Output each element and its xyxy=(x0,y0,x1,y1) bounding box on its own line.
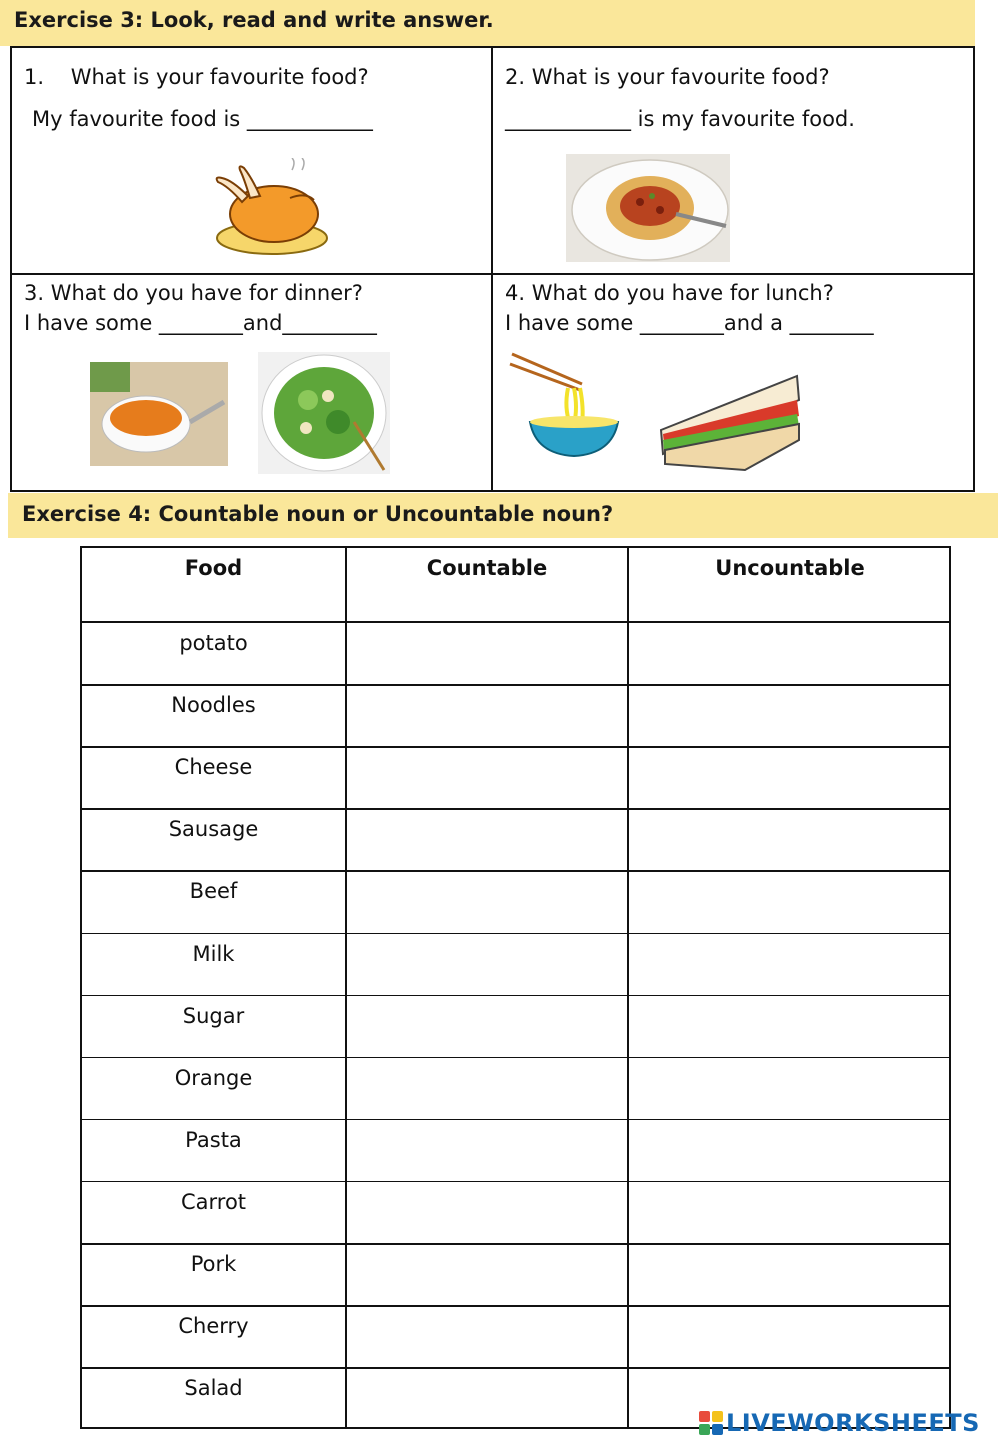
food-cell: Orange xyxy=(174,1065,253,1090)
uncountable-answer-cell[interactable] xyxy=(629,1306,951,1366)
food-cell: Noodles xyxy=(171,693,256,718)
countable-answer-cell[interactable] xyxy=(347,623,627,683)
uncountable-answer-cell[interactable] xyxy=(629,747,951,807)
uncountable-answer-cell[interactable] xyxy=(629,996,951,1056)
q2-answer-line: ____________ is my favourite food. xyxy=(505,107,855,131)
countable-answer-cell[interactable] xyxy=(347,809,627,869)
q4-question: 4. What do you have for lunch? xyxy=(505,281,834,305)
uncountable-answer-cell[interactable] xyxy=(629,1120,951,1180)
uncountable-answer-cell[interactable] xyxy=(629,1244,951,1304)
uncountable-answer-cell[interactable] xyxy=(629,809,951,869)
q3-question: 3. What do you have for dinner? xyxy=(24,281,363,305)
grid-divider-horizontal xyxy=(12,273,973,275)
food-cell: Milk xyxy=(192,941,235,966)
countable-answer-cell[interactable] xyxy=(347,685,627,745)
food-cell: Cherry xyxy=(178,1314,249,1339)
watermark-text: LIVEWORKSHEETS xyxy=(726,1409,980,1437)
uncountable-answer-cell[interactable] xyxy=(629,1182,951,1242)
liveworksheets-icon xyxy=(698,1410,724,1436)
food-cell: Pork xyxy=(190,1252,237,1276)
spaghetti-image xyxy=(566,154,730,262)
food-cell: Salad xyxy=(184,1376,243,1401)
countable-answer-cell[interactable] xyxy=(347,996,627,1056)
countable-answer-cell[interactable] xyxy=(347,1368,627,1428)
food-cell: Cheese xyxy=(174,755,253,780)
uncountable-answer-cell[interactable] xyxy=(629,623,951,683)
uncountable-answer-cell[interactable] xyxy=(629,685,951,745)
q1-question: 1. What is your favourite food? xyxy=(24,65,369,89)
countable-answer-cell[interactable] xyxy=(347,747,627,807)
soup-image xyxy=(90,362,228,466)
exercise4-title: Exercise 4: Countable noun or Uncountable noun? xyxy=(8,493,998,538)
countable-answer-cell[interactable] xyxy=(347,1120,627,1180)
food-cell: Beef xyxy=(189,879,238,904)
countable-answer-cell[interactable] xyxy=(347,1306,627,1366)
roast-chicken-image xyxy=(210,158,330,258)
food-cell: Sugar xyxy=(182,1003,245,1028)
column-header-uncountable: Uncountable xyxy=(715,556,865,580)
food-cell: potato xyxy=(179,631,248,655)
column-header-countable: Countable xyxy=(426,556,548,580)
noun-table xyxy=(80,546,951,1429)
exercise3-grid xyxy=(10,46,975,492)
noodles-image xyxy=(508,348,624,460)
liveworksheets-logo xyxy=(698,1408,980,1438)
q3-answer-line: I have some ________and_________ xyxy=(24,311,377,335)
q2-question: 2. What is your favourite food? xyxy=(505,65,830,89)
exercise3-title: Exercise 3: Look, read and write answer. xyxy=(0,0,975,46)
uncountable-answer-cell[interactable] xyxy=(629,871,951,931)
sandwich-image xyxy=(657,370,803,474)
countable-answer-cell[interactable] xyxy=(347,1244,627,1304)
grid-divider-vertical xyxy=(491,48,493,490)
countable-answer-cell[interactable] xyxy=(347,934,627,994)
uncountable-answer-cell[interactable] xyxy=(629,1058,951,1118)
salad-image xyxy=(258,352,390,474)
countable-answer-cell[interactable] xyxy=(347,1058,627,1118)
column-header-food: Food xyxy=(184,556,243,580)
food-cell: Carrot xyxy=(180,1189,247,1214)
uncountable-answer-cell[interactable] xyxy=(629,934,951,994)
q4-answer-line: I have some ________and a ________ xyxy=(505,311,874,335)
food-cell: Sausage xyxy=(168,817,259,842)
q1-answer-line: My favourite food is ____________ xyxy=(32,107,373,131)
countable-answer-cell[interactable] xyxy=(347,871,627,931)
food-cell: Pasta xyxy=(185,1127,242,1152)
countable-answer-cell[interactable] xyxy=(347,1182,627,1242)
